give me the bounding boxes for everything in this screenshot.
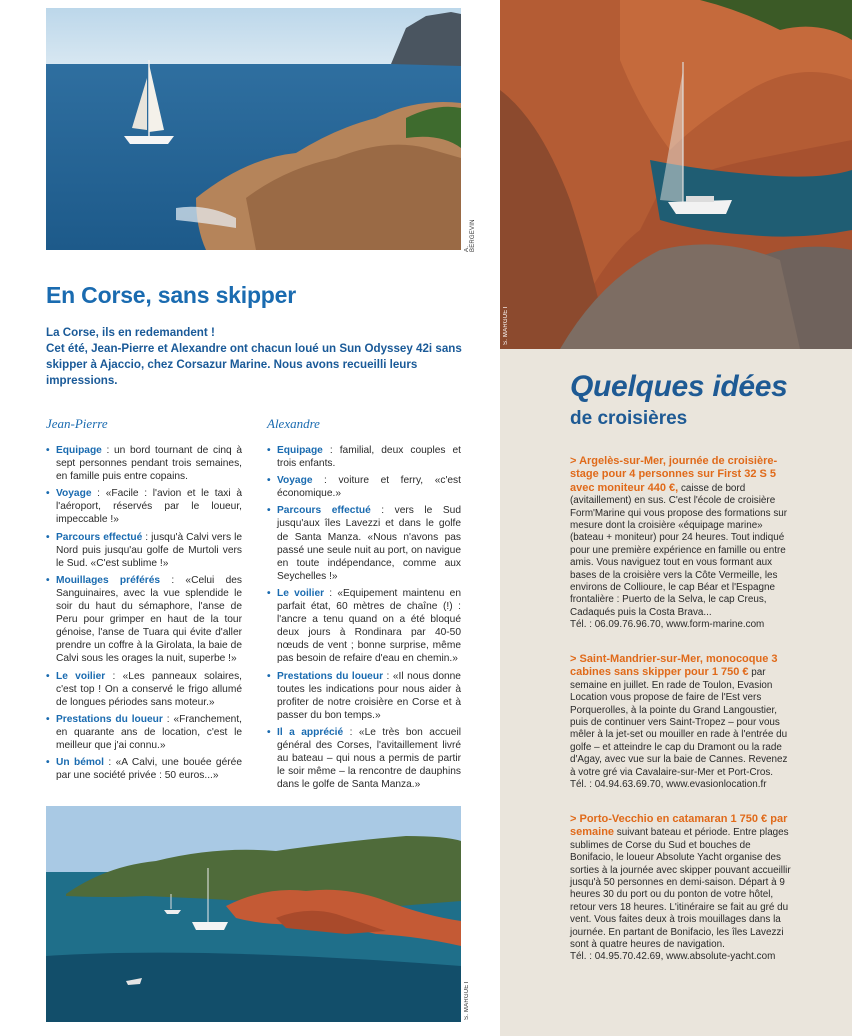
bullet-icon: • bbox=[46, 670, 50, 682]
bullet-icon: • bbox=[267, 505, 271, 517]
testimony-item bbox=[267, 726, 461, 791]
bullet-icon: • bbox=[267, 445, 271, 456]
bullet-icon: • bbox=[46, 574, 50, 586]
photo-credit: S. MARGUET bbox=[503, 305, 509, 345]
idea-porto-vecchio bbox=[570, 813, 792, 964]
testimony-text: : «Franchement, en quarante ans de location, c'est le meilleur que j'ai connu.» bbox=[56, 713, 242, 751]
testimony-item bbox=[46, 756, 242, 782]
bullet-icon: • bbox=[267, 587, 271, 599]
testimony-text: : familial, deux couples et trois enfants. bbox=[277, 445, 461, 470]
testimony-item bbox=[46, 531, 242, 570]
intro-lead: La Corse, ils en redemandent ! bbox=[46, 326, 215, 339]
testimony-item bbox=[46, 670, 242, 709]
testimony-text: : «Il nous donne toutes les indications pour nous aider à profiter de notre croisière en Corse et à passer du bon temps.» bbox=[277, 670, 461, 721]
testimony-label: Voyage bbox=[56, 488, 92, 500]
testimony-item bbox=[267, 444, 461, 470]
testimony-label: Parcours effectué bbox=[277, 505, 371, 517]
testimony-text: : un bord tournant de cinq à sept personnes pendant trois semaines, en famille puis entre copains. bbox=[56, 445, 242, 483]
idea-body: par semaine en juillet. En rade de Toulon, Evasion Location vous propose de faire de l'Est vers Porquerolles, à la pointe du Grand Langoustier, puis de continuer vers Saint-Tropez – pour vous mêler à la jet-set ou mouiller en rade à l'entrée du golfe – et atteindre le cap du Dramont ou la rade d'Agay, avec vue sur la baie de Cannes. Revenez à votre gré via Cavalaire-sur-Mer et Port-Cros. bbox=[570, 667, 788, 778]
bullet-icon: • bbox=[46, 713, 50, 725]
bullet-icon: • bbox=[267, 670, 271, 682]
testimony-label: Equipage bbox=[277, 445, 323, 456]
testimony-item bbox=[46, 487, 242, 526]
testimony-item bbox=[267, 504, 461, 583]
column-jean-pierre bbox=[46, 444, 242, 786]
testimony-label: Un bémol bbox=[56, 757, 104, 769]
bullet-icon: • bbox=[267, 726, 271, 738]
testimony-item bbox=[46, 574, 242, 666]
testimony-text: : vers le Sud jusqu'aux îles Lavezzi et dans le golfe de Santa Manza. «Nous n'avons pas passé une seule nuit au port, on navigue en toute indépendance, comme aux Seychelles !» bbox=[277, 505, 461, 582]
testimony-label: Mouillages préférés bbox=[56, 574, 161, 586]
photo-credit: A. BERGEVIN bbox=[464, 219, 476, 252]
idea-highlight: > Argelès-sur-Mer, journée de croisière-stage pour 4 personnes sur First 32 S 5 avec moniteur 440 €, bbox=[570, 455, 778, 494]
testimony-item bbox=[267, 474, 461, 500]
idea-contact: Tél. : 06.09.76.96.70, www.form-marine.com bbox=[570, 619, 765, 631]
idea-contact: Tél. : 04.95.70.42.69, www.absolute-yacht.com bbox=[570, 951, 776, 963]
idea-argeles bbox=[570, 455, 792, 632]
testimony-label: Prestations du loueur bbox=[277, 670, 384, 682]
sidebar-title: Quelques idées bbox=[570, 370, 788, 403]
testimony-item bbox=[267, 587, 461, 666]
testimony-text: : «Le très bon accueil général des Corses, l'avitaillement livré au bateau – qui nous a permis de partir le soir même – la rencontre de dauphins dans le golfe de Santa Manza.» bbox=[277, 726, 461, 791]
testimony-text: : voiture et ferry, «c'est économique.» bbox=[277, 475, 461, 500]
testimony-text: : «Equipement maintenu en parfait état, 60 mètres de chaîne (!) : l'ancre a tenu quand on a été bloqué deux jours à Rondinara par 40-50 nœuds de vent ; bonne surprise, même pas besoin de refaire d'eau en chemin.» bbox=[277, 587, 462, 665]
photo-credit: S. MARGUET bbox=[464, 980, 470, 1020]
bullet-icon: • bbox=[46, 531, 50, 543]
photo-catamaran bbox=[46, 8, 461, 250]
photo-bay-boats bbox=[46, 806, 461, 1022]
testimony-label: Voyage bbox=[277, 475, 313, 487]
idea-body: suivant bateau et période. Entre plages sublimes de Corse du Sud et bouches de Bonifacio, le loueur Absolute Yacht organise des sorties à la journée avec skipper pouvant accueillir jusqu'à 50 personnes en demi-saison. Départ à 9 heures 30 du port ou du ponton de votre hôtel, retour vers 18 heures. L'itinéraire se fait au gré du vent. Vous faites deux à trois mouillages dans la journée. En partant de Bonifacio, les îles Lavezzi sont à quatre heures de navigation. bbox=[570, 827, 791, 951]
bullet-icon: • bbox=[46, 488, 50, 500]
idea-saint-mandrier bbox=[570, 653, 792, 791]
bullet-icon: • bbox=[46, 445, 50, 456]
testimony-item bbox=[267, 670, 461, 722]
testimony-label: Equipage bbox=[56, 445, 102, 456]
testimony-label: Parcours effectué bbox=[56, 531, 143, 543]
column-alexandre bbox=[267, 444, 461, 795]
idea-highlight: > Porto-Vecchio en catamaran 1 750 € par semaine bbox=[570, 813, 788, 839]
testimony-item bbox=[46, 713, 242, 752]
photo-sailboat-cove bbox=[500, 0, 852, 349]
testimony-label: Prestations du loueur bbox=[56, 713, 163, 725]
testimony-text: : «A Calvi, une bouée gérée par une société privée : 50 euros...» bbox=[56, 757, 242, 782]
sidebar-subtitle: de croisières bbox=[570, 408, 688, 429]
column-name-jean-pierre: Jean-Pierre bbox=[46, 416, 108, 431]
idea-body: caisse de bord (avitaillement) en sus. C'est l'école de croisière Form'Marine qui vous propose des formations sur mesure dont la croisière «équipage marine» (bateau + moniteur) pour 24 heures. Tout indiqué pour une première expérience en famille ou entre amis. Vous naviguez tout en vous formant aux bases de la croisière vers la Côte Vermeille, les environs de Collioure, le cap Béar et l'Espagne frontalière : Puerto de la Selva, le cap Creus, Cadaqués puis la Costa Brava... bbox=[570, 482, 788, 618]
idea-highlight: > Saint-Mandrier-sur-Mer, monocoque 3 cabines sans skipper pour 1 750 € bbox=[570, 653, 778, 679]
idea-contact: Tél. : 04.94.63.69.70, www.evasionlocation.fr bbox=[570, 779, 767, 791]
testimony-text: : «Les panneaux solaires, c'est top ! On a conservé le frigo allumé de longues périodes sans moteur.» bbox=[56, 670, 242, 708]
testimony-label: Il a apprécié bbox=[277, 726, 344, 738]
bullet-icon: • bbox=[267, 475, 271, 487]
bullet-icon: • bbox=[46, 757, 50, 769]
column-name-alexandre: Alexandre bbox=[267, 416, 320, 431]
testimony-item bbox=[46, 444, 242, 483]
article-intro bbox=[46, 325, 466, 389]
testimony-label: Le voilier bbox=[56, 670, 106, 682]
intro-body: Cet été, Jean-Pierre et Alexandre ont chacun loué un Sun Odyssey 42i sans skipper à Ajaccio, chez Corsazur Marine. Nous avons recueilli leurs impressions. bbox=[46, 342, 462, 387]
testimony-text: : «Facile : l'avion et le taxi à l'aéroport, réservés par le loueur, impeccable !» bbox=[56, 488, 242, 526]
testimony-label: Le voilier bbox=[277, 587, 325, 599]
article-headline: En Corse, sans skipper bbox=[46, 282, 296, 308]
testimony-text: : jusqu'à Calvi vers le Nord puis jusqu'au golfe de Murtoli vers le Sud. «C'est sublime !» bbox=[56, 531, 242, 569]
testimony-text: : «Celui des Sanguinaires, avec la vue splendide le soir du haut du sémaphore, l'anse de Peru pour grimper en haut de la tour génoise, l'anse de Tuara qui évite d'aller prendre un coffre à la Girolata, la baie de Calvi sous les orages la nuit, superbe !» bbox=[56, 574, 242, 665]
